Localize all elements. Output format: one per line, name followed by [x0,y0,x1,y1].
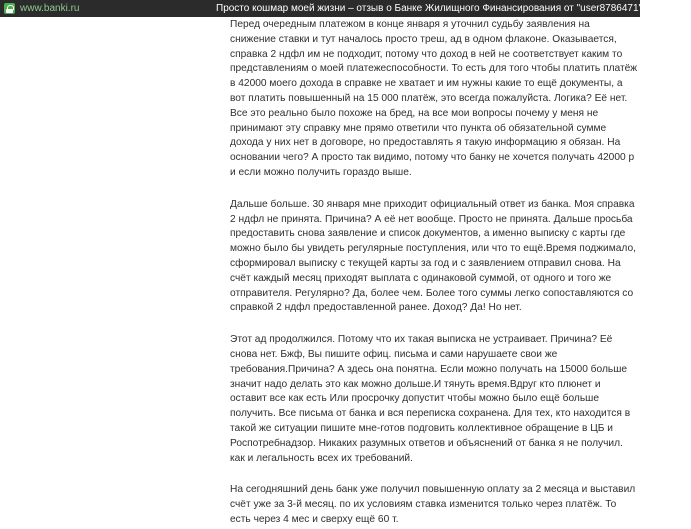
browser-title-bar [0,0,691,17]
url-text[interactable]: www.banki.ru [20,3,80,14]
review-paragraph-3: Этот ад продолжился. Потому что их такая выписка не устраивает. Причина? Её снова нет. Бжф, Вы пишите офиц. письма и сами нарушаете свои же требования.Причина? А здесь она понятна. Если можно получать на 15000 больше значит надо делать это как можно дольше.И тянуть время.Вдруг кто плюнет и оставит все как есть Или просрочку допустит чтобы можно было ещё больше получить. Все письма от банка и вся переписка сохранена. Для тех, кто находится в такой же ситуации пишите мне-готов подговить коллективное обращение в ЦБ и Роспотребнадзор. Никаких разумных ответов и объяснений от банка я не получил. как и легальность всех их требований. [230,334,631,464]
review-paragraph-1: Перед очередным платежом в конце января я уточнил судьбу заявления на снижение ставки и тут началось просто треш, ад в одном флаконе. Оказывается, справка 2 ндфл им не подходит, потому что доход в ней не соответствует каким то представлениям о моей платежеспособности. То есть для того чтобы платить платёж в 42000 моего дохода в справке не хватает и им нужны какие то ещё документы, а вот платить повышенный на 15 000 платёж, это всегда пожалуйста. Логика? Её нет. Все это реально было похоже на бред, на все мои вопросы почему у меня не принимают эту справку мне прямо ответили что пункта об обязательной сумме дохода у них нет в договоре, но предоставлять я такую информацию я обязан. На основании чего? А просто так видимо, потому что банку не хочется получать 42000 р и если можно получить гораздо выше. [230,19,638,178]
review-paragraph-4: На сегодняшний день банк уже получил повышенную оплату за 2 месяца и выставил счёт уже за 3-й месяц. по их условиям ставка изменится только через платёж. То есть через 4 мес и сверху ещё 60 т. [230,484,636,525]
page-title: Просто кошмар моей жизни – отзыв о Банке Жилищного Финансирования от "user8786471" | Банки.ру [216,3,691,14]
review-paragraph-2: Дальше больше. 30 января мне приходит официальный ответ из банка. Моя справка 2 ндфл не принята. Причина? А её нет вообще. Просто не принята. Дальше просьба предоставить снова заявление и список документов, а именно выписку с карты где можно было бы увидеть регулярные поступления, или что то ещё.Время поджимало, сформировал выписку с текущей карты за год и с заявлением отправил снова. На счёт каждый месяц приходят выплата с одинаковой суммой, от одного и того же отправителя. Регулярно? Да, более чем. Более того суммы легко сопоставляются со справкой 2 ндфл предоставленной ранее. Доход? Да! Но нет. [230,198,636,314]
review-body [230,17,638,529]
secure-lock-icon [4,3,15,14]
